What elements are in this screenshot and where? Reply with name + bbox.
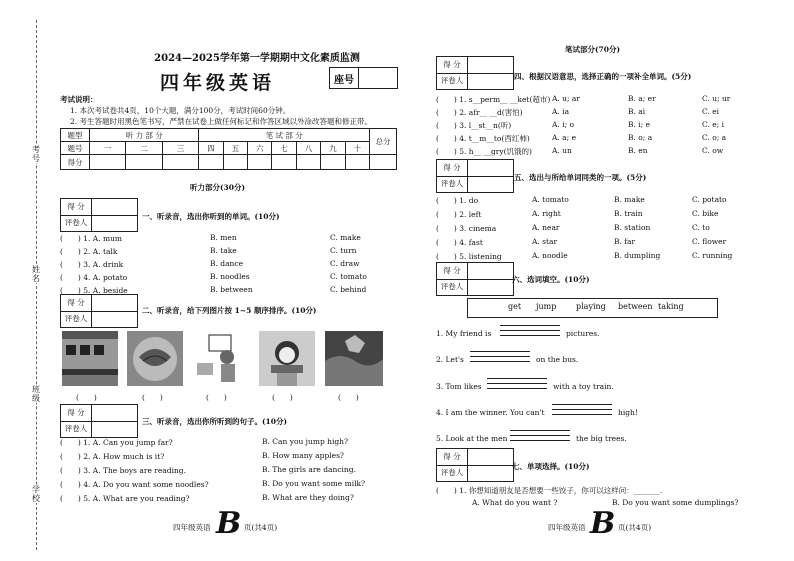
q1-item-option-c: C. turn xyxy=(330,246,357,255)
q5-option-a: A. tomato xyxy=(532,195,569,204)
score-table-cell: 笔 试 部 分 xyxy=(199,129,370,142)
grader-label: 评卷人 xyxy=(437,176,468,192)
word-bank-item: get xyxy=(508,302,522,311)
q5-option-c: C. potato xyxy=(692,195,727,204)
score-table-cell: 题型 xyxy=(61,129,90,142)
q3-item-option-b: B. Can you jump high? xyxy=(262,437,349,446)
q2-title: 二、听录音，给下列图片按 1~5 顺序排序。(10分) xyxy=(142,306,317,315)
binding-label-name: 姓名 xyxy=(32,265,40,283)
binding-line xyxy=(36,20,37,550)
grader-label: 评卷人 xyxy=(61,421,92,437)
q5-title: 五、选出与所给单词同类的一项。(5分) xyxy=(514,173,647,182)
score-table xyxy=(60,128,397,170)
exam-subject: 四年级英语 xyxy=(160,72,276,94)
q7-option-a: A. What do you want ? xyxy=(472,498,558,507)
q3-item-option-b: B. The girls are dancing. xyxy=(262,465,356,474)
listening-header: 听力部分(30分) xyxy=(190,183,246,192)
grader-label: 评卷人 xyxy=(437,465,468,481)
q5-option-c: C. flower xyxy=(692,237,727,246)
q4-option-a: A. a; e xyxy=(552,133,577,142)
note-2: 2. 考生答题时用黑色笔书写，严禁在试卷上做任何标记和作答区域以外涂改答题和修正带。 xyxy=(70,117,373,126)
score-table-cell: 六 xyxy=(248,142,272,155)
q5-item[interactable]: ( ) 4. fast xyxy=(436,238,483,247)
grader-label: 评卷人 xyxy=(61,215,92,231)
q1-item-option-a[interactable]: ( ) 1. A. mum xyxy=(60,234,123,243)
q4-option-b: B. a; er xyxy=(628,94,656,103)
q4-option-a: A. un xyxy=(552,146,572,155)
grader-label: 评卷人 xyxy=(437,279,468,295)
q7-option-b: B. Do you want some dumplings? xyxy=(612,498,739,507)
word-bank-item: playing xyxy=(576,302,606,311)
q5-option-a: A. near xyxy=(532,223,560,232)
grade-score-label: 得 分 xyxy=(61,199,92,215)
q3-item-option-b: B. What are they doing? xyxy=(262,493,354,502)
q4-option-a: A. ia xyxy=(552,107,570,116)
grade-box xyxy=(60,198,138,232)
exam-title: 2024—2025学年第一学期期中文化素质监测 xyxy=(154,53,360,64)
seat-label: 座号 xyxy=(334,75,354,86)
score-table-cell: 一 xyxy=(90,142,126,155)
q5-item[interactable]: ( ) 2. left xyxy=(436,210,482,219)
q5-option-c: C. bike xyxy=(692,209,719,218)
q5-option-b: B. dumpling xyxy=(614,251,661,260)
grade-box xyxy=(60,404,138,438)
q4-option-c: C. ei xyxy=(702,107,720,116)
q7-title: 七、单项选择。(10分) xyxy=(512,462,590,471)
q4-title: 四、根据汉语意思，选择正确的一项补全单词。(5分) xyxy=(514,72,692,81)
q5-option-a: A. star xyxy=(532,237,558,246)
score-table-cell: 十 xyxy=(345,142,369,155)
q4-item[interactable]: ( ) 4. t__m__to(西红柿) xyxy=(436,134,530,143)
q6-sentence-end: high! xyxy=(618,408,638,417)
grade-box xyxy=(436,448,514,482)
version-letter-left: B xyxy=(216,506,242,541)
q3-item-option-b: B. Do you want some milk? xyxy=(262,479,366,488)
q5-option-b: B. train xyxy=(614,209,643,218)
grade-box xyxy=(60,294,138,328)
score-table-cell: 四 xyxy=(199,142,223,155)
q2-bracket-3[interactable]: ( ) xyxy=(206,393,227,402)
q5-item[interactable]: ( ) 1. do xyxy=(436,196,479,205)
score-table-cell: 听 力 部 分 xyxy=(90,129,199,142)
grade-score-label: 得 分 xyxy=(61,405,92,421)
word-bank-item: jump xyxy=(536,302,557,311)
q6-answer-blank[interactable] xyxy=(470,351,530,366)
q3-item-option-a[interactable]: ( ) 2. A. How much is it? xyxy=(60,452,165,461)
grade-box xyxy=(436,262,514,296)
q1-item-option-a[interactable]: ( ) 5. A. beside xyxy=(60,286,128,295)
q6-answer-blank[interactable] xyxy=(487,378,547,393)
q1-item-option-b: B. noodles xyxy=(210,272,250,281)
q6-sentence-start: 4. I am the winner. You can't xyxy=(436,408,545,417)
grade-score-label: 得 分 xyxy=(437,263,468,279)
sea-image xyxy=(325,331,383,386)
q5-option-c: C. to xyxy=(692,223,710,232)
score-table-cell: 总分 xyxy=(370,129,397,155)
grade-box xyxy=(436,159,514,193)
q4-option-b: B. en xyxy=(628,146,648,155)
version-letter-right: B xyxy=(590,506,616,541)
note-1: 1. 本次考试卷共4页，10个大题，满分100分，考试时间60分钟。 xyxy=(70,106,291,115)
score-table-cell: 八 xyxy=(296,142,320,155)
q2-bracket-1[interactable]: ( ) xyxy=(76,393,97,402)
q5-option-b: B. station xyxy=(614,223,651,232)
q4-option-c: C. ow xyxy=(702,146,724,155)
footer-left-page: 页(共4页) xyxy=(244,523,278,532)
q1-item-option-c: C. draw xyxy=(330,259,360,268)
q5-item[interactable]: ( ) 5. listening xyxy=(436,252,502,261)
q1-item-option-b: B. men xyxy=(210,233,237,242)
grader-label: 评卷人 xyxy=(61,311,92,327)
q6-answer-blank[interactable] xyxy=(500,325,560,340)
q1-item-option-c: C. behind xyxy=(330,285,367,294)
q3-item-option-a[interactable]: ( ) 1. A. Can you jump far? xyxy=(60,438,173,447)
binding-label-exam-no: 考号 xyxy=(32,145,40,163)
footer-right-text: 四年级英语 xyxy=(548,523,586,532)
grade-score-label: 得 分 xyxy=(437,57,468,73)
train-image xyxy=(62,331,118,386)
q4-option-c: C. e; i xyxy=(702,120,724,129)
q6-sentence-start: 2. Let's xyxy=(436,355,464,364)
grade-score-label: 得 分 xyxy=(437,160,468,176)
q1-item-option-b: B. take xyxy=(210,246,237,255)
score-table-cell: 二 xyxy=(126,142,162,155)
score-table-cell: 五 xyxy=(223,142,247,155)
q2-bracket-5[interactable]: ( ) xyxy=(338,393,359,402)
q6-sentence-end: with a toy train. xyxy=(553,382,614,391)
q3-title: 三、听录音，选出你所听到的句子。(10分) xyxy=(142,417,288,426)
footer-left-text: 四年级英语 xyxy=(173,523,211,532)
word-bank-item: between xyxy=(618,302,653,311)
q6-sentence-end: on the bus. xyxy=(536,355,579,364)
q5-option-b: B. make xyxy=(614,195,645,204)
q5-item[interactable]: ( ) 3. cinema xyxy=(436,224,497,233)
q6-word-bank xyxy=(467,298,718,318)
q6-answer-blank[interactable] xyxy=(552,404,612,419)
q3-item-option-b: B. How many apples? xyxy=(262,451,344,460)
q6-sentence-end: the big trees. xyxy=(576,434,627,443)
q1-item-option-a[interactable]: ( ) 3. A. drink xyxy=(60,260,124,269)
q3-item-option-a[interactable]: ( ) 4. A. Do you want some noodles? xyxy=(60,480,209,489)
q6-sentence-start: 5. Look at the men xyxy=(436,434,508,443)
q4-item[interactable]: ( ) 5. h__ __gry(饥饿的) xyxy=(436,147,532,156)
q4-option-c: C. o; a xyxy=(702,133,727,142)
score-table-cell: 三 xyxy=(162,142,198,155)
q4-option-a: A. i; o xyxy=(552,120,575,129)
notes-title: 考试说明： xyxy=(60,95,98,104)
footer-right-page: 页(共4页) xyxy=(618,523,652,532)
seat-number-box xyxy=(329,67,398,89)
q4-option-a: A. u; ar xyxy=(552,94,580,103)
score-table-cell: 九 xyxy=(321,142,345,155)
q5-option-b: B. far xyxy=(614,237,636,246)
q6-sentence-end: pictures. xyxy=(566,329,600,338)
q6-answer-blank[interactable] xyxy=(510,430,570,445)
q6-sentence-start: 1. My friend is xyxy=(436,329,492,338)
q1-item-option-b: B. between xyxy=(210,285,253,294)
q5-option-a: A. noodle xyxy=(532,251,568,260)
grader-label: 评卷人 xyxy=(437,73,468,89)
grade-score-label: 得 分 xyxy=(61,295,92,311)
grade-box xyxy=(436,56,514,90)
student-image xyxy=(193,331,249,386)
score-table-cell: 七 xyxy=(272,142,296,155)
q3-item-option-a[interactable]: ( ) 3. A. The boys are reading. xyxy=(60,466,186,475)
q1-item-option-c: C. make xyxy=(330,233,361,242)
q1-item-option-b: B. dance xyxy=(210,259,244,268)
binding-margin xyxy=(0,0,42,561)
q2-bracket-4[interactable]: ( ) xyxy=(272,393,293,402)
q4-option-b: B. ai xyxy=(628,107,646,116)
grade-score-label: 得 分 xyxy=(437,449,468,465)
score-table-cell: 得分 xyxy=(61,155,90,170)
q4-option-b: B. o; a xyxy=(628,133,653,142)
q5-option-a: A. right xyxy=(532,209,561,218)
q4-option-c: C. u; ur xyxy=(702,94,731,103)
q1-item-option-a[interactable]: ( ) 4. A. potato xyxy=(60,273,128,282)
q4-item[interactable]: ( ) 2. afr__ __d(害怕) xyxy=(436,108,523,117)
q4-item[interactable]: ( ) 1. s__perm__ __ket(超市) xyxy=(436,95,551,104)
q1-item-option-c: C. tomato xyxy=(330,272,367,281)
q5-option-c: C. running xyxy=(692,251,733,260)
score-table-cell: 题号 xyxy=(61,142,90,155)
written-header: 笔试部分(70分) xyxy=(565,45,621,54)
q1-title: 一、听录音，选出你听到的单词。(10分) xyxy=(142,212,280,221)
binding-label-school: 学校 xyxy=(32,485,40,503)
q6-sentence-start: 3. Tom likes xyxy=(436,382,482,391)
q6-title: 六、选词填空。(10分) xyxy=(512,275,590,284)
word-bank-item: taking xyxy=(658,302,684,311)
q2-bracket-2[interactable]: ( ) xyxy=(142,393,163,402)
q3-item-option-a[interactable]: ( ) 5. A. What are you reading? xyxy=(60,494,190,503)
q1-item-option-a[interactable]: ( ) 2. A. talk xyxy=(60,247,118,256)
binding-label-class: 班级 xyxy=(32,385,40,403)
food-image xyxy=(127,331,183,386)
girl-image xyxy=(259,331,315,386)
q4-item[interactable]: ( ) 3. l__st__n(听) xyxy=(436,121,512,130)
q4-option-b: B. i; e xyxy=(628,120,651,129)
q7-item-1: ( ) 1. 你想知道朋友是否想要一些饺子，你可以这样问：_______. xyxy=(436,486,663,495)
